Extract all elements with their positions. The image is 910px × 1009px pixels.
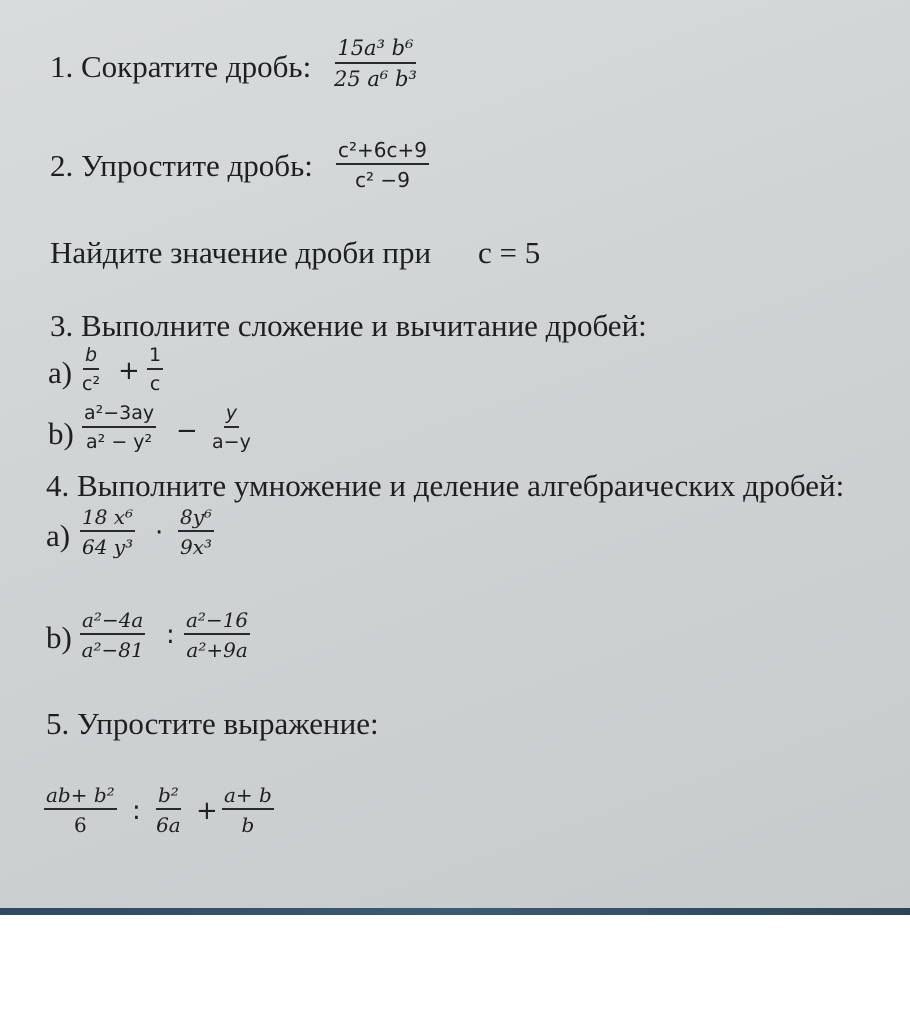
task-3b-fraction-2 <box>212 404 251 452</box>
task-5-denominator-1: 6 <box>73 813 87 837</box>
task-5-denominator-2: 6a <box>156 813 181 837</box>
task-5-numerator-2: b² <box>156 785 181 810</box>
task-2-fraction <box>336 140 429 190</box>
task-4a-operator: · <box>155 518 164 548</box>
task-5-fraction-1 <box>44 785 117 835</box>
task-3b-denominator-1: a² − y² <box>86 431 153 453</box>
monitor-edge <box>0 908 910 915</box>
task-3b-numerator-2: y <box>224 404 239 428</box>
task-3-text: 3. Выполните сложение и вычитание дробей: <box>50 308 647 343</box>
task-4b-fraction-2 <box>184 610 250 660</box>
task-3a-denominator-1: c² <box>82 373 101 395</box>
task-5-numerator-1: ab+ b² <box>44 785 117 810</box>
task-5-fraction-3 <box>222 785 274 835</box>
task-4b-operator: : <box>166 620 175 650</box>
task-1-denominator: 25 a⁶ b³ <box>334 67 417 91</box>
task-4a-denominator-1: 64 y³ <box>81 535 134 559</box>
task-5-numerator-3: a+ b <box>222 785 274 810</box>
task-4a-fraction-1 <box>80 507 135 557</box>
task-4b-label: b) <box>46 620 72 655</box>
task-3a-label: a) <box>48 355 73 390</box>
task-3b-denominator-2: a−y <box>212 431 251 453</box>
task-4a-label: a) <box>46 518 71 553</box>
task-3a-fraction-2 <box>147 346 163 394</box>
task-1-numerator: 15a³ b⁶ <box>335 38 415 64</box>
task-3a-numerator-2: 1 <box>147 346 163 370</box>
task-3b-numerator-1: a²−3ay <box>82 404 156 428</box>
task-2-numerator: c²+6c+9 <box>336 140 429 165</box>
task-4a-denominator-2: 9x³ <box>180 535 213 559</box>
task-3b-operator: − <box>176 416 198 446</box>
task-4b-numerator-1: a²−4a <box>80 610 145 635</box>
task-2-text: 2. Упростите дробь: <box>50 148 313 183</box>
task-3a-fraction-1 <box>82 346 100 394</box>
task-5-text: 5. Упростите выражение: <box>46 706 379 741</box>
task-3a-numerator-1: b <box>83 346 99 370</box>
task-4a-numerator-1: 18 x⁶ <box>80 507 135 532</box>
task-5-fraction-2 <box>156 785 181 835</box>
task-2-denominator: c² −9 <box>355 168 410 192</box>
task-4-text: 4. Выполните умножение и деление алгебраических дробей: <box>46 468 845 503</box>
task-1-text: 1. Сократите дробь: <box>50 49 312 84</box>
task-3a-denominator-2: c <box>149 373 161 395</box>
task-4b-denominator-2: a²+9a <box>186 638 248 662</box>
task-4b-fraction-1 <box>80 610 145 660</box>
task-5-denominator-3: b <box>241 813 255 837</box>
task-2-find-value: c = 5 <box>478 235 541 270</box>
task-4a-numerator-2: 8y⁶ <box>178 507 214 532</box>
task-1-fraction <box>334 38 417 90</box>
task-3b-fraction-1 <box>82 404 156 452</box>
task-5-operator-1: : <box>132 796 141 826</box>
task-2-find-text: Найдите значение дроби при <box>50 235 432 270</box>
task-4a-fraction-2 <box>178 507 214 557</box>
task-3b-label: b) <box>48 416 74 451</box>
task-3a-operator: + <box>118 356 140 386</box>
task-5-operator-2: + <box>196 796 218 826</box>
task-4b-denominator-1: a²−81 <box>81 638 144 662</box>
task-4b-numerator-2: a²−16 <box>184 610 250 635</box>
